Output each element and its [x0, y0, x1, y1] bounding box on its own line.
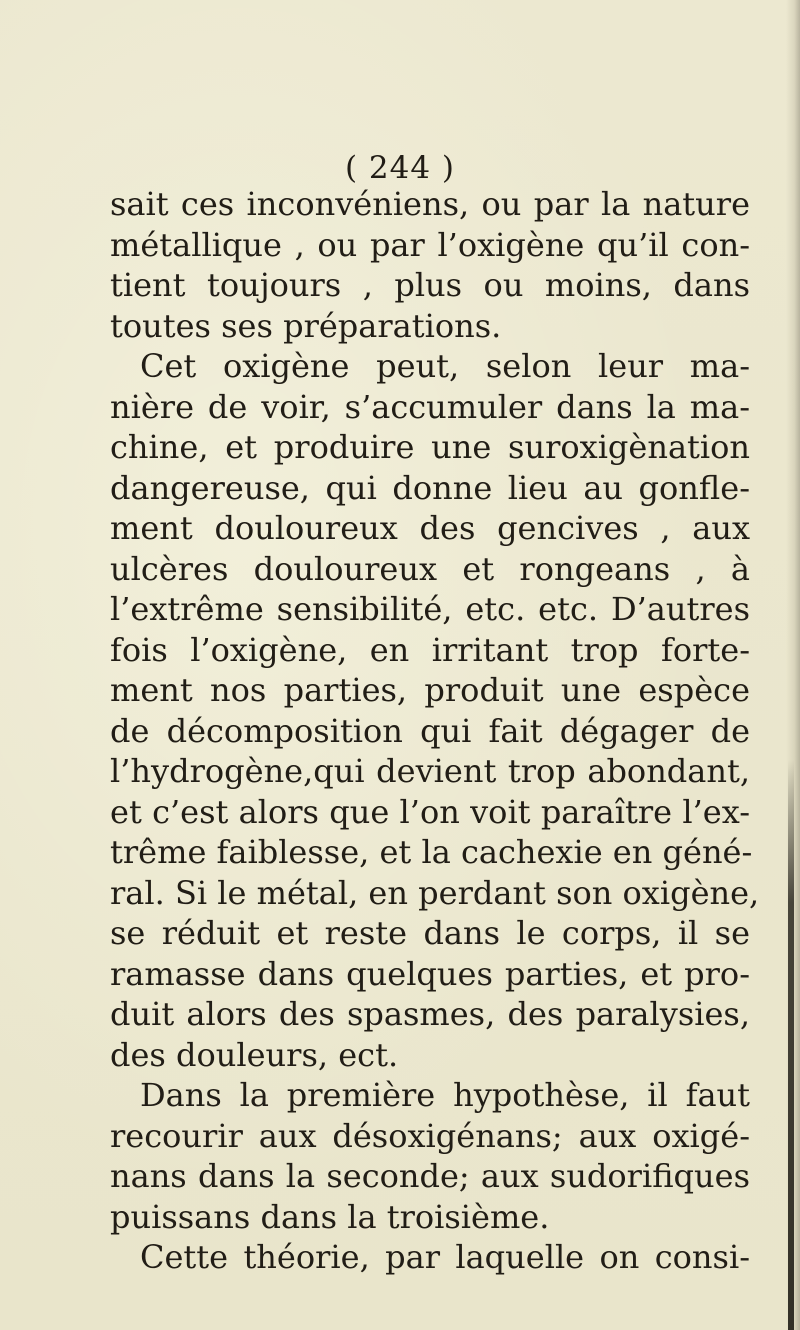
text-line: Cet oxigène peut, selon leur ma-: [140, 347, 750, 385]
text-line: métallique , ou par l’oxigène qu’il con-: [110, 225, 750, 264]
page-number: ( 244 ): [344, 150, 456, 186]
text-line: recourir aux désoxigénans; aux oxigé-: [110, 1116, 750, 1155]
text-line: et c’est alors que l’on voit paraître l’ex-: [110, 792, 750, 831]
text-line: ulcères douloureux et rongeans , à: [110, 549, 750, 588]
text-line: se réduit et reste dans le corps, il se: [110, 914, 750, 952]
text-line: l’hydrogène,qui devient trop abondant,: [110, 752, 750, 790]
text-line: l’extrême sensibilité, etc. etc. D’autres: [110, 590, 750, 628]
text-line: ramasse dans quelques parties, et pro-: [110, 954, 750, 993]
text-line: de décomposition qui fait dégager de: [110, 711, 750, 750]
body-text: [110, 184, 760, 1278]
text-line: des douleurs, ect.: [110, 1035, 399, 1074]
text-line: fois l’oxigène, en irritant trop forte-: [110, 630, 750, 669]
text-line: ment nos parties, produit une espèce: [110, 671, 750, 709]
text-line: Cette théorie, par laquelle on consi-: [140, 1238, 750, 1276]
text-line: nière de voir, s’accumuler dans la ma-: [110, 387, 750, 426]
text-line: duit alors des spasmes, des paralysies,: [110, 995, 750, 1033]
text-line: nans dans la seconde; aux sudorifiques: [110, 1157, 750, 1195]
binding-edge-mark: [788, 760, 794, 1330]
text-line: toutes ses préparations.: [110, 306, 502, 345]
text-line: puissans dans la troisième.: [110, 1197, 550, 1236]
text-line: Dans la première hypothèse, il faut: [140, 1076, 750, 1114]
text-line: dangereuse, qui donne lieu au gonfle-: [110, 468, 750, 507]
text-line: ment douloureux des gencives , aux: [110, 509, 750, 547]
text-line: ral. Si le métal, en perdant son oxigène,: [110, 873, 760, 912]
text-line: tient toujours , plus ou moins, dans: [110, 266, 750, 304]
text-line: sait ces inconvéniens, ou par la nature: [110, 185, 750, 223]
text-line: trême faiblesse, et la cachexie en géné-: [110, 833, 753, 871]
text-line: chine, et produire une suroxigènation: [110, 428, 750, 466]
